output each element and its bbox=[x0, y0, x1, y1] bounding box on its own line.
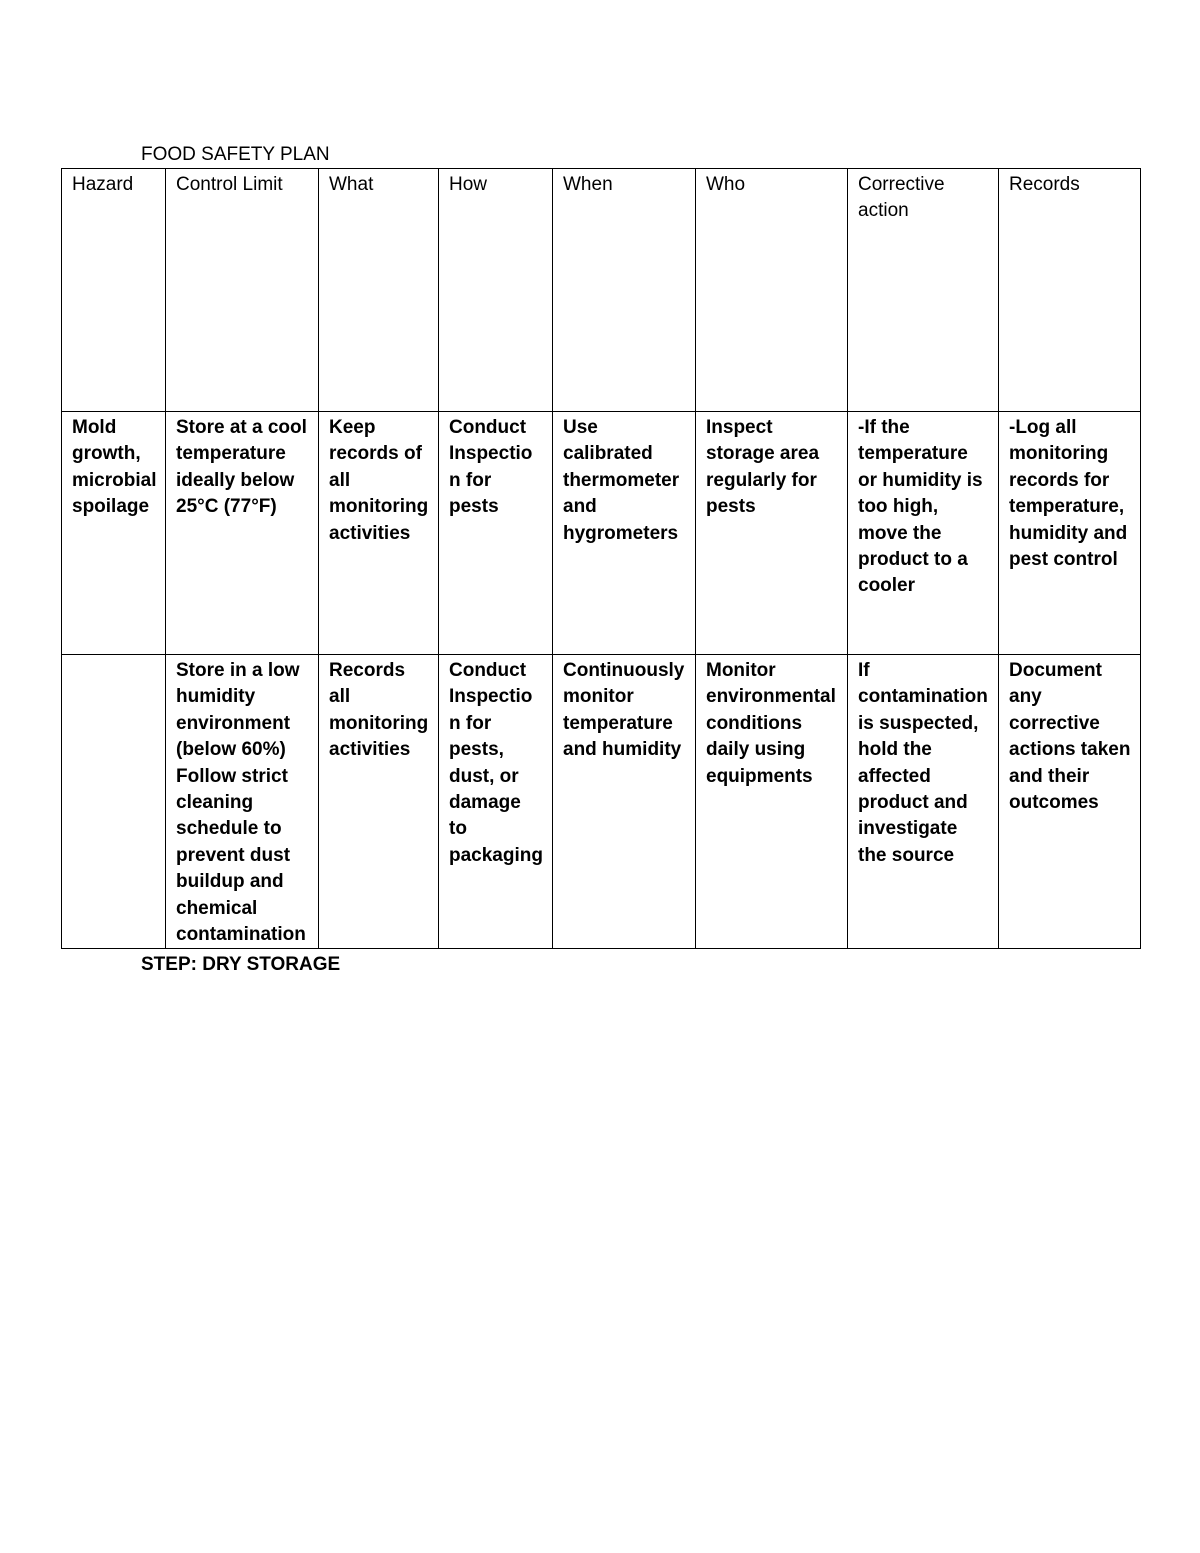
cell-how: Conduct Inspectio n for pests, dust, or damage to packaging bbox=[439, 655, 553, 949]
cell-corrective-action: If contamination is suspected, hold the affected product and investigate the source bbox=[848, 655, 999, 949]
cell-control-limit: Store at a cool temperature ideally below 25°C (77°F) bbox=[166, 412, 319, 655]
cell-records: -Log all monitoring records for temperature, humidity and pest control bbox=[999, 412, 1141, 655]
cell-who: Inspect storage area regularly for pests bbox=[696, 412, 848, 655]
cell-how: Conduct Inspectio n for pests bbox=[439, 412, 553, 655]
table-row bbox=[62, 412, 1141, 655]
header-how: How bbox=[439, 169, 553, 412]
cell-what: Keep records of all monitoring activities bbox=[319, 412, 439, 655]
header-control-limit: Control Limit bbox=[166, 169, 319, 412]
cell-control-limit: Store in a low humidity environment (below 60%) Follow strict cleaning schedule to prevent dust buildup and chemical contamination bbox=[166, 655, 319, 949]
cell-who: Monitor environmental conditions daily using equipments bbox=[696, 655, 848, 949]
food-safety-plan-table bbox=[61, 168, 1141, 949]
cell-corrective-action: -If the temperature or humidity is too high, move the product to a cooler bbox=[848, 412, 999, 655]
header-who: Who bbox=[696, 169, 848, 412]
step-label: STEP: DRY STORAGE bbox=[141, 954, 341, 975]
header-what: What bbox=[319, 169, 439, 412]
cell-hazard bbox=[62, 655, 166, 949]
header-corrective-action: Corrective action bbox=[848, 169, 999, 412]
table-header-row bbox=[62, 169, 1141, 412]
cell-records: Document any corrective actions taken and their outcomes bbox=[999, 655, 1141, 949]
header-records: Records bbox=[999, 169, 1141, 412]
header-hazard: Hazard bbox=[62, 169, 166, 412]
cell-hazard: Mold growth, microbial spoilage bbox=[62, 412, 166, 655]
cell-what: Records all monitoring activities bbox=[319, 655, 439, 949]
document-title: FOOD SAFETY PLAN bbox=[141, 144, 330, 165]
table-row bbox=[62, 655, 1141, 949]
header-when: When bbox=[553, 169, 696, 412]
cell-when: Use calibrated thermometer and hygrometers bbox=[553, 412, 696, 655]
cell-when: Continuously monitor temperature and humidity bbox=[553, 655, 696, 949]
